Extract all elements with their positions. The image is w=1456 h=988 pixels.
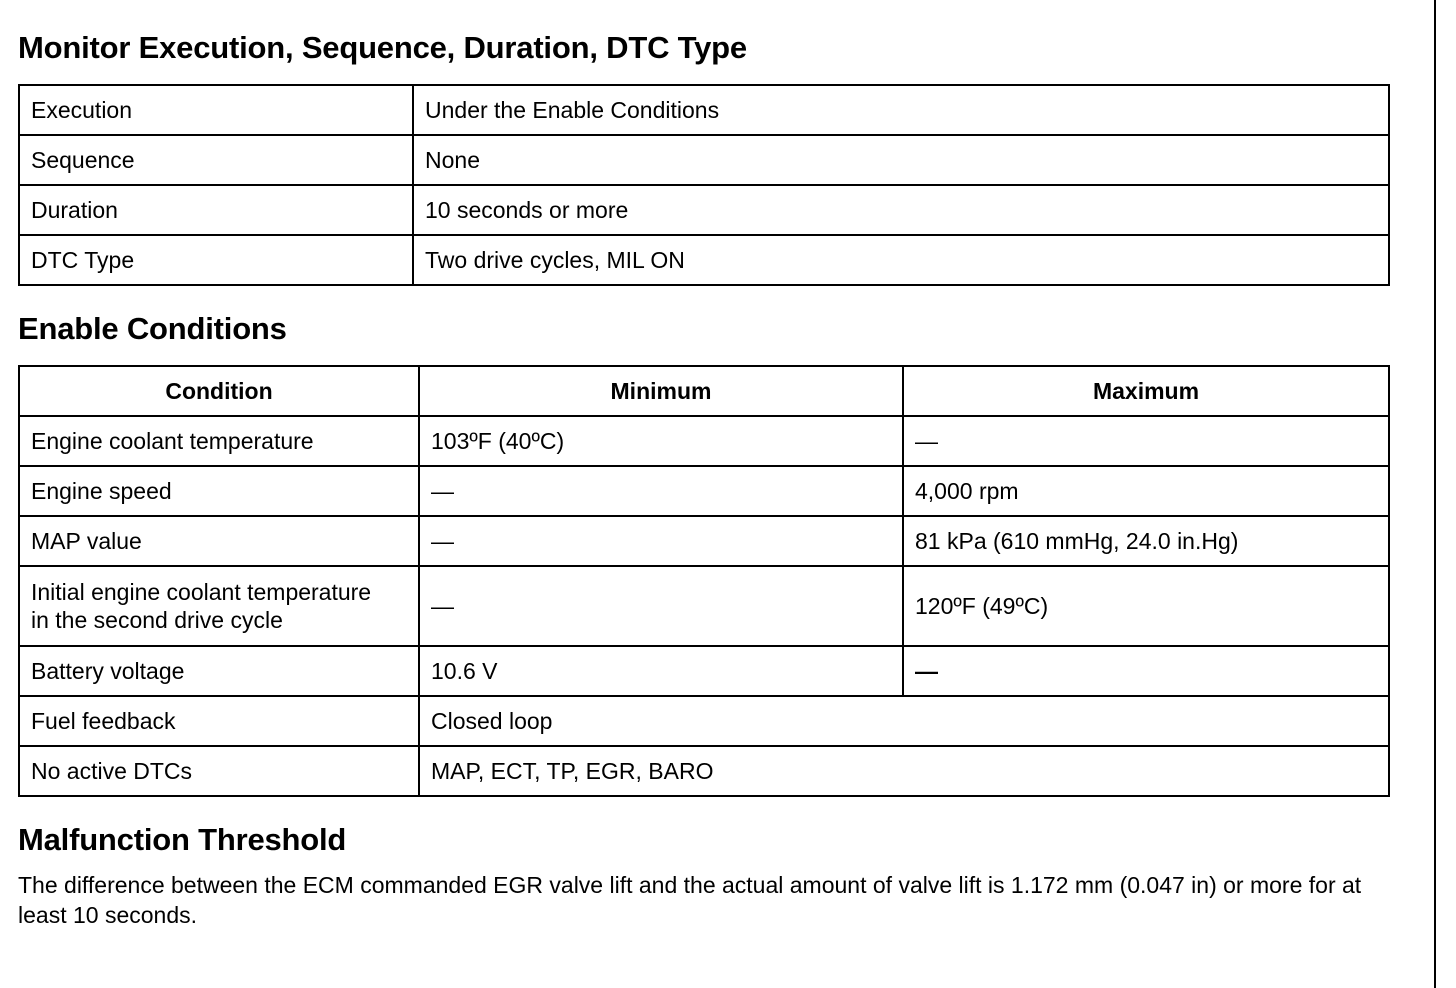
table-row [19,696,1389,746]
condition-cell: Battery voltage [19,646,419,696]
table-row [19,85,1389,135]
table-row [19,235,1389,285]
condition-cell: No active DTCs [19,746,419,796]
minimum-cell: 103ºF (40ºC) [419,416,903,466]
merged-value-cell: MAP, ECT, TP, EGR, BARO [419,746,1389,796]
table-row [19,185,1389,235]
maximum-cell: 81 kPa (610 mmHg, 24.0 in.Hg) [903,516,1389,566]
condition-cell: Engine coolant temperature [19,416,419,466]
maximum-cell: — [903,646,1389,696]
table-row [19,416,1389,466]
condition-cell: Fuel feedback [19,696,419,746]
condition-cell: Engine speed [19,466,419,516]
table-row [19,135,1389,185]
monitor-label-cell: Sequence [19,135,413,185]
monitor-value-cell: None [413,135,1389,185]
monitor-label-cell: Execution [19,85,413,135]
maximum-cell: 120ºF (49ºC) [903,566,1389,646]
enable-section-title: Enable Conditions [18,311,287,346]
table-header-row [19,366,1389,416]
condition-line: in the second drive cycle [31,607,283,633]
table-row [19,466,1389,516]
maximum-column-header: Maximum [903,366,1389,416]
table-row [19,566,1389,646]
malfunction-description: The difference between the ECM commanded EGR valve lift and the actual amount of valve lift is 1.172 mm (0.047 in) or more for at least 10 seconds. [18,872,1362,928]
condition-cell [19,566,419,646]
malfunction-section-title: Malfunction Threshold [18,822,347,857]
maximum-cell: — [903,416,1389,466]
table-row [19,516,1389,566]
condition-cell: MAP value [19,516,419,566]
minimum-cell: 10.6 V [419,646,903,696]
monitor-label-cell: DTC Type [19,235,413,285]
merged-value-cell: Closed loop [419,696,1389,746]
monitor-label-cell: Duration [19,185,413,235]
monitor-section-title: Monitor Execution, Sequence, Duration, DTC Type [18,30,747,65]
condition-column-header: Condition [19,366,419,416]
minimum-cell: — [419,516,903,566]
monitor-value-cell: Two drive cycles, MIL ON [413,235,1389,285]
minimum-cell: — [419,566,903,646]
condition-line: Initial engine coolant temperature [31,579,372,605]
monitor-value-cell: Under the Enable Conditions [413,85,1389,135]
table-row [19,646,1389,696]
page-edge-line [1434,0,1436,988]
maximum-cell: 4,000 rpm [903,466,1389,516]
enable-conditions-table [18,365,1390,797]
minimum-column-header: Minimum [419,366,903,416]
table-row [19,746,1389,796]
minimum-cell: — [419,466,903,516]
monitor-table [18,84,1390,286]
monitor-value-cell: 10 seconds or more [413,185,1389,235]
